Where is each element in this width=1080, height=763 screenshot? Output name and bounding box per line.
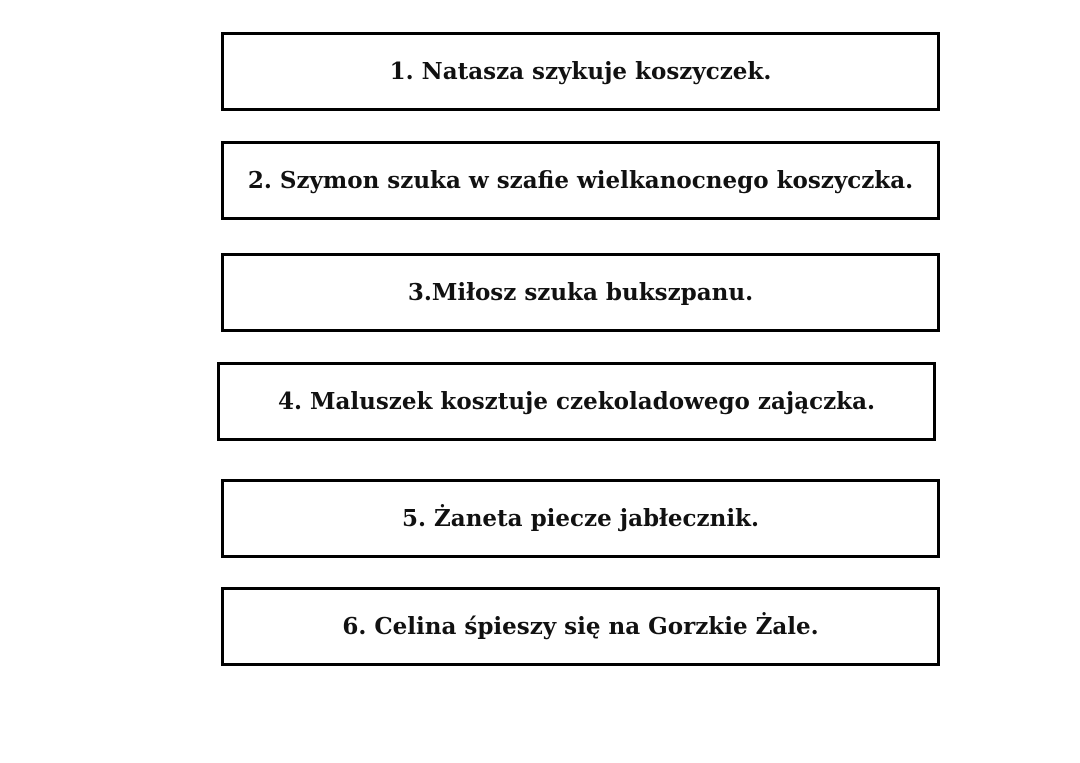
sentence-card-6 xyxy=(221,587,940,666)
sentence-card-3 xyxy=(221,253,940,332)
sentence-text-6: 6. Celina śpieszy się na Gorzkie Żale. xyxy=(342,613,819,640)
sentence-text-1: 1. Natasza szykuje koszyczek. xyxy=(389,58,772,85)
sentence-text-3: 3.Miłosz szuka bukszpanu. xyxy=(407,279,754,306)
sentence-card-1 xyxy=(221,32,940,111)
sentence-text-4: 4. Maluszek kosztuje czekoladowego zajączka. xyxy=(277,388,876,415)
sentence-card-4 xyxy=(217,362,936,441)
sentence-card-2 xyxy=(221,141,940,220)
sentence-card-5 xyxy=(221,479,940,558)
sentence-text-5: 5. Żaneta piecze jabłecznik. xyxy=(401,505,760,532)
sentence-text-2: 2. Szymon szuka w szafie wielkanocnego koszyczka. xyxy=(247,167,914,194)
